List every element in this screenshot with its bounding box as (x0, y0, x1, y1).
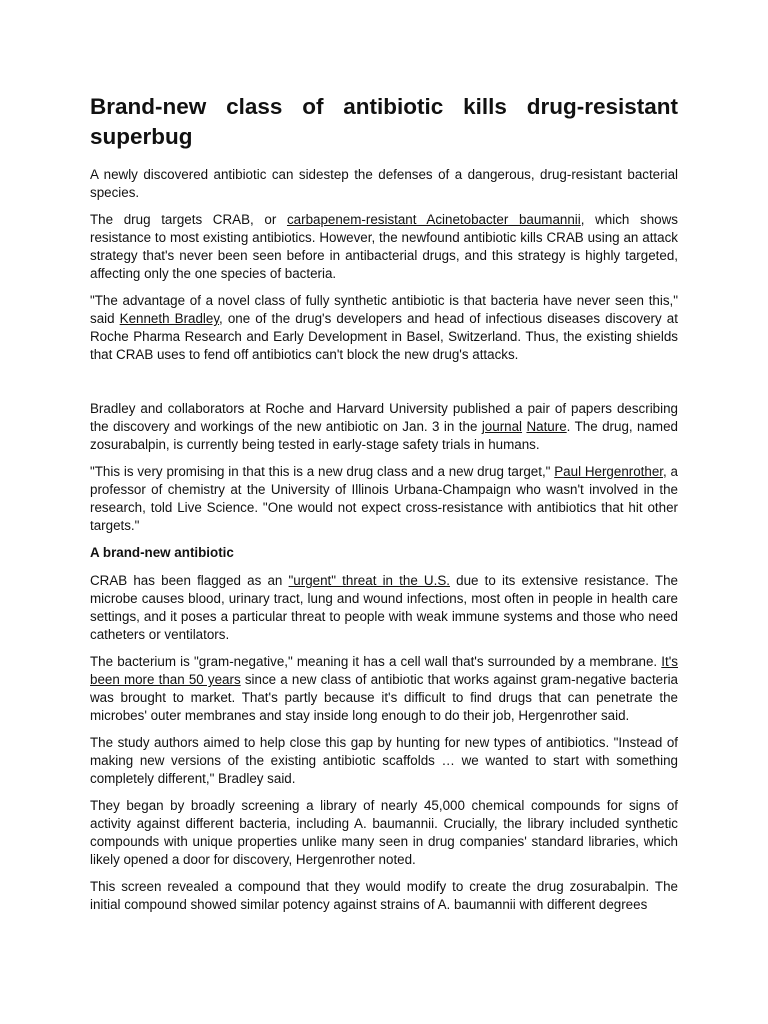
article-title: Brand-new class of antibiotic kills drug-resistant superbug (90, 94, 678, 149)
text-span: Bradley and collaborators at Roche and Harvard University published a pair of papers describing the discovery and workings of the new antibiotic on Jan. 3 in the (90, 401, 678, 434)
paragraph-screening: They began by broadly screening a library of nearly 45,000 chemical compounds for signs of activity against different bacteria, including A. baumannii. Crucially, the library included synthetic compounds with unique properties unlike many seen in drug companies' standard libraries, which likely opened a door for discovery, Hergenrother noted. (90, 798, 678, 867)
link-journal[interactable]: journal (481, 419, 523, 434)
text-span: "This is very promising in that this is a new drug class and a new drug target," (90, 464, 555, 479)
text-span: due to its extensive resistance. The microbe causes blood, urinary tract, lung and wound infections, most often in people in health care settings, and it poses a particular threat to people with weak immune systems and those who need catheters or ventilators. (90, 573, 679, 642)
paragraph-study-aim: The study authors aimed to help close this gap by hunting for new types of antibiotics. "Instead of making new versions of the existing antibiotic scaffolds … we wanted to start with something completely different," Bradley said. (90, 735, 678, 786)
link-crab[interactable]: carbapenem-resistant Acinetobacter baumannii (286, 212, 581, 227)
paragraph-urgent-threat (90, 572, 678, 644)
text-span: . The drug, named zosurabalpin, is currently being tested in early-stage safety trials in humans. (90, 419, 678, 452)
text-span: The bacterium is "gram-negative," meaning it has a cell wall that's surrounded by a membrane. (90, 654, 662, 669)
link-kenneth-bradley[interactable]: Kenneth Bradley (119, 311, 220, 326)
text-span: , which shows resistance to most existing antibiotics. However, the newfound antibiotic kills CRAB using an attack strategy that's never been seen before in antibacterial drugs, and this strategy is highly targeted, affecting only the one species of bacteria. (90, 212, 678, 281)
text-span: "The advantage of a novel class of fully synthetic antibiotic is that bacteria have never seen this," said (90, 293, 678, 326)
paragraph-publication (90, 400, 678, 454)
text-span: The drug targets CRAB, or (90, 212, 287, 227)
paragraph-hergenrother-quote (90, 463, 678, 535)
link-50-years[interactable]: It's been more than 50 years (90, 654, 678, 687)
link-urgent-threat[interactable]: "urgent" threat in the U.S. (288, 573, 450, 588)
text-span: , a professor of chemistry at the University of Illinois Urbana-Champaign who wasn't involved in the research, told Live Science. "One would not expect cross-resistance with antibiotics that hit other targets." (90, 464, 679, 533)
paragraph-crab (90, 211, 678, 283)
text-span: since a new class of antibiotic that works against gram-negative bacteria was brought to market. That's partly because it's difficult to find drugs that can penetrate the microbes' outer membranes and stay inside long enough to do their job, Hergenrother said. (90, 672, 679, 723)
link-paul-hergenrother[interactable]: Paul Hergenrother (554, 464, 664, 479)
text-span: CRAB has been flagged as an (90, 573, 289, 588)
text-span: , one of the drug's developers and head of infectious diseases discovery at Roche Pharma Research and Early Development in Basel, Switzerland. Thus, the existing shields that CRAB uses to fend off antibiotics can't block the new drug's attacks. (90, 311, 678, 362)
section-subheading: A brand-new antibiotic (90, 545, 234, 560)
link-nature[interactable]: Nature (526, 419, 567, 434)
paragraph-bradley-quote (90, 292, 678, 364)
paragraph-gram-negative (90, 653, 678, 725)
paragraph-intro: A newly discovered antibiotic can sidestep the defenses of a dangerous, drug-resistant bacterial species. (90, 167, 678, 200)
paragraph-compound: This screen revealed a compound that they would modify to create the drug zosurabalpin. The initial compound showed similar potency against strains of A. baumannii with different degrees (90, 879, 678, 912)
